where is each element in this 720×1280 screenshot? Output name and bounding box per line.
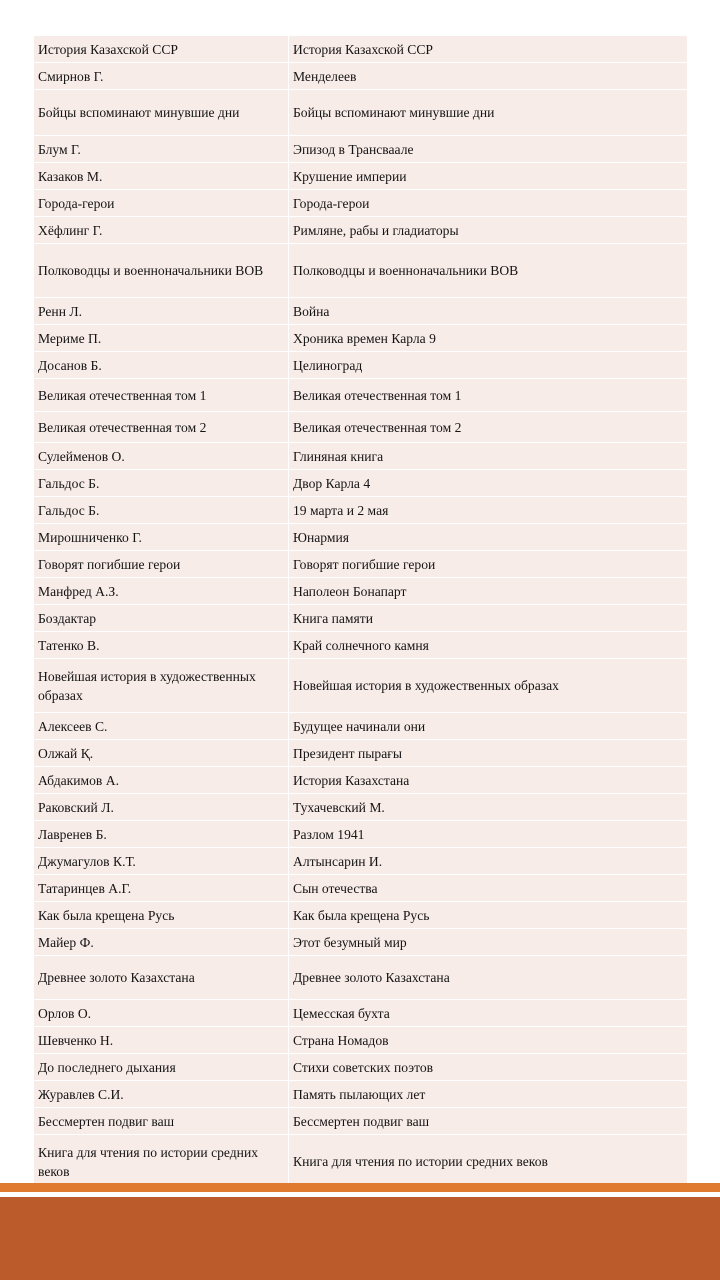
table-row bbox=[34, 443, 687, 470]
table-row bbox=[34, 767, 687, 794]
title-cell: Римляне, рабы и гладиаторы bbox=[289, 217, 688, 244]
author-cell: Смирнов Г. bbox=[34, 63, 289, 90]
author-cell: Сулейменов О. bbox=[34, 443, 289, 470]
table-row bbox=[34, 794, 687, 821]
author-cell: Бессмертен подвиг ваш bbox=[34, 1108, 289, 1135]
table-row bbox=[34, 63, 687, 90]
author-cell: Гальдос Б. bbox=[34, 470, 289, 497]
table-row bbox=[34, 1135, 687, 1189]
table-row bbox=[34, 956, 687, 1000]
table-row bbox=[34, 379, 687, 412]
title-cell: Бессмертен подвиг ваш bbox=[289, 1108, 688, 1135]
author-cell: Лавренев Б. bbox=[34, 821, 289, 848]
table-row bbox=[34, 632, 687, 659]
author-cell: Майер Ф. bbox=[34, 929, 289, 956]
table-row bbox=[34, 325, 687, 352]
author-cell: Древнее золото Казахстана bbox=[34, 956, 289, 1000]
table-row bbox=[34, 713, 687, 740]
title-cell: Говорят погибшие герои bbox=[289, 551, 688, 578]
title-cell: Президент пырағы bbox=[289, 740, 688, 767]
title-cell: Эпизод в Трансваале bbox=[289, 136, 688, 163]
table-row bbox=[34, 1081, 687, 1108]
title-cell: Будущее начинали они bbox=[289, 713, 688, 740]
title-cell: Разлом 1941 bbox=[289, 821, 688, 848]
table-row bbox=[34, 412, 687, 443]
title-cell: Великая отечественная том 1 bbox=[289, 379, 688, 412]
title-cell: Великая отечественная том 2 bbox=[289, 412, 688, 443]
author-cell: Джумагулов К.Т. bbox=[34, 848, 289, 875]
title-cell: Юнармия bbox=[289, 524, 688, 551]
author-cell: Казаков М. bbox=[34, 163, 289, 190]
title-cell: Стихи советских поэтов bbox=[289, 1054, 688, 1081]
title-cell: Целиноград bbox=[289, 352, 688, 379]
author-cell: Как была крещена Русь bbox=[34, 902, 289, 929]
author-cell: Бойцы вспоминают минувшие дни bbox=[34, 90, 289, 136]
author-cell: Блум Г. bbox=[34, 136, 289, 163]
title-cell: Память пылающих лет bbox=[289, 1081, 688, 1108]
author-cell: Боздактар bbox=[34, 605, 289, 632]
title-cell: Новейшая история в художественных образах bbox=[289, 659, 688, 713]
title-cell: История Казахской ССР bbox=[289, 36, 688, 63]
table-row bbox=[34, 659, 687, 713]
title-cell: Менделеев bbox=[289, 63, 688, 90]
table-row bbox=[34, 1108, 687, 1135]
author-cell: Великая отечественная том 2 bbox=[34, 412, 289, 443]
table-row bbox=[34, 90, 687, 136]
author-cell: Раковский Л. bbox=[34, 794, 289, 821]
table-row bbox=[34, 875, 687, 902]
table-row bbox=[34, 1054, 687, 1081]
books-table bbox=[34, 35, 687, 1189]
author-cell: История Казахской ССР bbox=[34, 36, 289, 63]
author-cell: Полководцы и военноначальники ВОВ bbox=[34, 244, 289, 298]
author-cell: Ренн Л. bbox=[34, 298, 289, 325]
title-cell: 19 марта и 2 мая bbox=[289, 497, 688, 524]
author-cell: Орлов О. bbox=[34, 1000, 289, 1027]
author-cell: Гальдос Б. bbox=[34, 497, 289, 524]
author-cell: Татенко В. bbox=[34, 632, 289, 659]
table-row bbox=[34, 605, 687, 632]
title-cell: Древнее золото Казахстана bbox=[289, 956, 688, 1000]
table-row bbox=[34, 36, 687, 63]
title-cell: Алтынсарин И. bbox=[289, 848, 688, 875]
author-cell: Города-герои bbox=[34, 190, 289, 217]
table-row bbox=[34, 848, 687, 875]
table-row bbox=[34, 352, 687, 379]
author-cell: Мирошниченко Г. bbox=[34, 524, 289, 551]
table-row bbox=[34, 136, 687, 163]
title-cell: Цемесская бухта bbox=[289, 1000, 688, 1027]
author-cell: Абдакимов А. bbox=[34, 767, 289, 794]
author-cell: Журавлев С.И. bbox=[34, 1081, 289, 1108]
table-row bbox=[34, 190, 687, 217]
title-cell: Страна Номадов bbox=[289, 1027, 688, 1054]
title-cell: Война bbox=[289, 298, 688, 325]
title-cell: Книга для чтения по истории средних веков bbox=[289, 1135, 688, 1189]
table-row bbox=[34, 470, 687, 497]
author-cell: Великая отечественная том 1 bbox=[34, 379, 289, 412]
table-row bbox=[34, 524, 687, 551]
author-cell: До последнего дыхания bbox=[34, 1054, 289, 1081]
author-cell: Новейшая история в художественных образах bbox=[34, 659, 289, 713]
author-cell: Хёфлинг Г. bbox=[34, 217, 289, 244]
author-cell: Манфред А.З. bbox=[34, 578, 289, 605]
title-cell: Наполеон Бонапарт bbox=[289, 578, 688, 605]
title-cell: История Казахстана bbox=[289, 767, 688, 794]
author-cell: Олжай Қ. bbox=[34, 740, 289, 767]
table-row bbox=[34, 163, 687, 190]
title-cell: Глиняная книга bbox=[289, 443, 688, 470]
title-cell: Этот безумный мир bbox=[289, 929, 688, 956]
table-row bbox=[34, 217, 687, 244]
table-row bbox=[34, 902, 687, 929]
table-row bbox=[34, 497, 687, 524]
title-cell: Полководцы и военноначальники ВОВ bbox=[289, 244, 688, 298]
table-row bbox=[34, 821, 687, 848]
author-cell: Книга для чтения по истории средних веков bbox=[34, 1135, 289, 1189]
title-cell: Двор Карла 4 bbox=[289, 470, 688, 497]
author-cell: Досанов Б. bbox=[34, 352, 289, 379]
table-row bbox=[34, 740, 687, 767]
author-cell: Татаринцев А.Г. bbox=[34, 875, 289, 902]
title-cell: Край солнечного камня bbox=[289, 632, 688, 659]
books-table-body bbox=[34, 36, 687, 1189]
table-row bbox=[34, 244, 687, 298]
table-row bbox=[34, 929, 687, 956]
table-row bbox=[34, 298, 687, 325]
title-cell: Как была крещена Русь bbox=[289, 902, 688, 929]
title-cell: Книга памяти bbox=[289, 605, 688, 632]
author-cell: Алексеев С. bbox=[34, 713, 289, 740]
title-cell: Хроника времен Карла 9 bbox=[289, 325, 688, 352]
title-cell: Бойцы вспоминают минувшие дни bbox=[289, 90, 688, 136]
table-row bbox=[34, 1027, 687, 1054]
accent-line bbox=[0, 1183, 720, 1192]
table-row bbox=[34, 1000, 687, 1027]
title-cell: Тухачевский М. bbox=[289, 794, 688, 821]
table-row bbox=[34, 551, 687, 578]
author-cell: Мериме П. bbox=[34, 325, 289, 352]
title-cell: Сын отечества bbox=[289, 875, 688, 902]
author-cell: Говорят погибшие герои bbox=[34, 551, 289, 578]
author-cell: Шевченко Н. bbox=[34, 1027, 289, 1054]
title-cell: Города-герои bbox=[289, 190, 688, 217]
title-cell: Крушение империи bbox=[289, 163, 688, 190]
table-row bbox=[34, 578, 687, 605]
footer-band bbox=[0, 1197, 720, 1280]
